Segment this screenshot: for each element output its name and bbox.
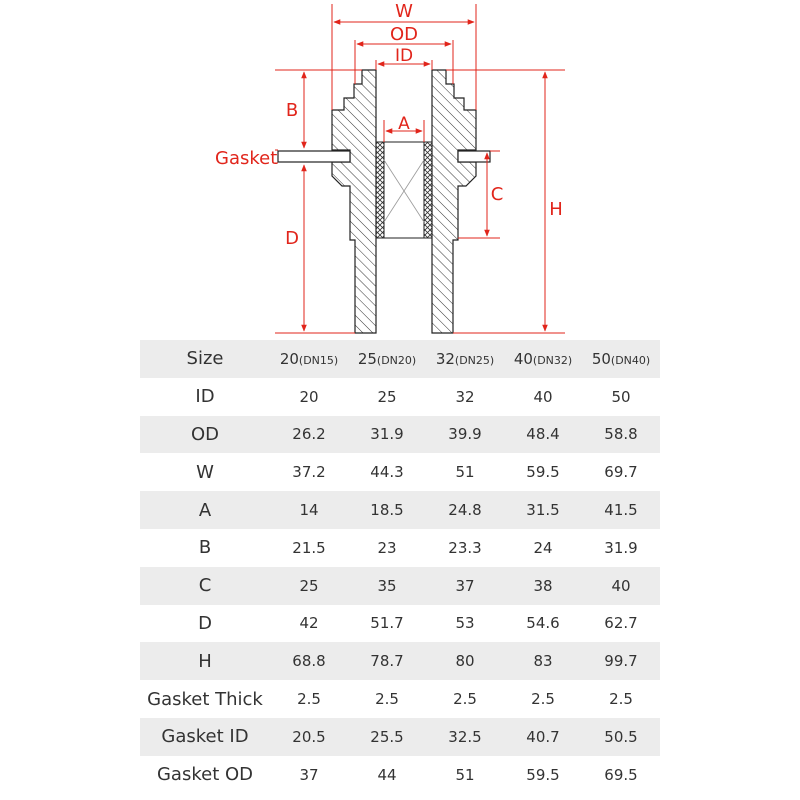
table-cell: 40 [582,567,660,605]
table-row [140,416,660,454]
table-row [140,491,660,529]
table-row [140,529,660,567]
table-cell: 2.5 [375,690,399,709]
table-cell: 50.5 [582,718,660,756]
table-cell: 26.2 [270,416,348,454]
row-label: Gasket Thick [147,688,263,710]
table-cell: 20 [299,387,319,406]
table-row [140,642,660,680]
row-label: B [198,537,212,559]
table-cell: 39.9 [426,416,504,454]
table-cell: 59.5 [526,765,560,784]
table-cell: 40 [533,387,553,406]
table-cell: 31.9 [604,538,638,557]
table-row [140,680,660,718]
table-cell: 69.5 [604,765,638,784]
table-cell: 2.5 [453,690,477,709]
table-cell: 25 [270,567,348,605]
row-label: A [140,491,270,529]
table-cell: 37 [426,567,504,605]
left-wall [332,70,376,333]
label-d: D [285,228,299,249]
table-row [140,453,660,491]
table-cell: 38 [504,567,582,605]
table-cell: 23 [377,538,397,557]
table-cell: 51 [455,463,475,482]
dimension-lines [275,4,565,333]
table-cell: 69.7 [604,463,638,482]
table-cell: 40.7 [504,718,582,756]
table-cell: 50 [611,387,631,406]
size-header: Size [140,340,270,378]
table-cell: 2.5 [609,690,633,709]
table-cell: 51.7 [370,614,404,633]
table-cell: 25 [377,387,397,406]
label-h: H [549,199,563,220]
table-header-row [140,340,660,378]
spec-table-body [140,340,660,794]
table-cell: 44 [377,765,397,784]
size-cell: 40(DN32) [504,340,582,378]
table-cell: 21.5 [292,538,326,557]
label-b: B [285,100,299,121]
table-cell: 59.5 [526,463,560,482]
table-row [140,378,660,416]
row-label: D [198,612,212,634]
table-cell: 35 [348,567,426,605]
table-cell: 54.6 [526,614,560,633]
table-cell: 99.7 [582,642,660,680]
row-label: C [140,567,270,605]
row-label: H [140,642,270,680]
table-cell: 41.5 [582,491,660,529]
table-cell: 24.8 [426,491,504,529]
table-cell: 80 [426,642,504,680]
table-cell: 37 [299,765,319,784]
table-cell: 42 [299,614,319,633]
row-label: ID [195,386,215,408]
table-cell: 2.5 [531,690,555,709]
label-gasket: Gasket [215,148,278,169]
table-cell: 32 [455,387,475,406]
label-c: C [490,184,504,205]
label-a: A [398,114,410,134]
inner-thread-insert [376,142,432,238]
table-cell: 20.5 [270,718,348,756]
label-id: ID [394,46,414,66]
right-wall [432,70,476,333]
size-cell: 32(DN25) [426,340,504,378]
table-row [140,605,660,643]
table-cell: 83 [504,642,582,680]
table-row [140,567,660,605]
table-cell: 37.2 [292,463,326,482]
label-od: OD [389,24,419,45]
table-cell: 2.5 [297,690,321,709]
row-label: W [196,461,214,483]
row-label: OD [140,416,270,454]
row-label: Gasket ID [140,718,270,756]
table-cell: 48.4 [504,416,582,454]
spec-table [140,340,660,794]
table-cell: 14 [270,491,348,529]
table-cell: 31.9 [348,416,426,454]
table-cell: 62.7 [604,614,638,633]
table-cell: 68.8 [270,642,348,680]
size-cell: 25(DN20) [348,340,426,378]
table-cell: 23.3 [448,538,482,557]
table-cell: 25.5 [348,718,426,756]
table-cell: 24 [533,538,553,557]
table-row [140,718,660,756]
table-cell: 58.8 [582,416,660,454]
table-cell: 78.7 [348,642,426,680]
table-cell: 53 [455,614,475,633]
table-cell: 51 [455,765,475,784]
row-label: Gasket OD [156,764,254,786]
fitting-cross-section-diagram [0,0,800,340]
size-cell: 20(DN15) [270,340,348,378]
label-w: W [395,1,413,22]
table-row [140,756,660,794]
size-cell: 50(DN40) [582,340,660,378]
table-cell: 18.5 [348,491,426,529]
table-cell: 32.5 [426,718,504,756]
table-cell: 44.3 [370,463,404,482]
table-cell: 31.5 [504,491,582,529]
